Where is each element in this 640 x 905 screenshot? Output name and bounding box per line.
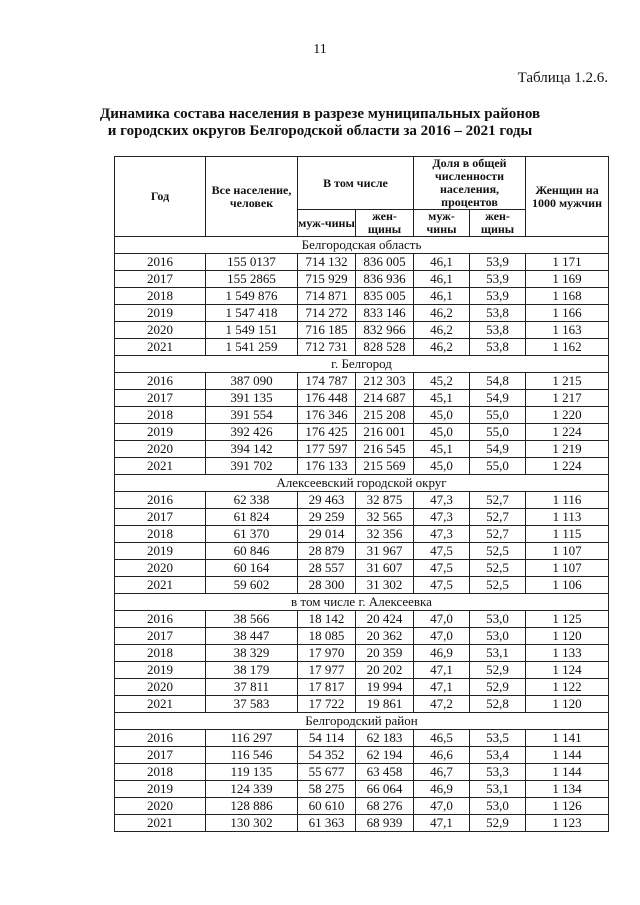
share-men-cell: 47,3 [414,509,470,526]
population-table [114,156,609,832]
ratio-cell: 1 107 [526,560,609,577]
year-cell: 2020 [115,798,206,815]
ratio-cell: 1 171 [526,254,609,271]
total-cell: 60 164 [206,560,298,577]
year-cell: 2017 [115,271,206,288]
women-cell: 32 356 [356,526,414,543]
total-cell: 37 583 [206,696,298,713]
women-cell: 62 194 [356,747,414,764]
year-cell: 2020 [115,560,206,577]
total-cell: 61 824 [206,509,298,526]
ratio-cell: 1 134 [526,781,609,798]
men-cell: 28 557 [298,560,356,577]
men-cell: 177 597 [298,441,356,458]
total-cell: 37 811 [206,679,298,696]
share-men-cell: 47,3 [414,492,470,509]
year-cell: 2019 [115,543,206,560]
men-cell: 58 275 [298,781,356,798]
year-cell: 2021 [115,339,206,356]
header-total: Все население, человек [206,157,298,237]
total-cell: 155 2865 [206,271,298,288]
total-cell: 1 541 259 [206,339,298,356]
men-cell: 714 272 [298,305,356,322]
total-cell: 391 135 [206,390,298,407]
year-cell: 2016 [115,254,206,271]
table-row [115,526,609,543]
share-women-cell: 53,9 [470,288,526,305]
share-men-cell: 46,2 [414,339,470,356]
ratio-cell: 1 106 [526,577,609,594]
section-title: Белгородский район [115,713,609,730]
table-row [115,390,609,407]
share-men-cell: 45,1 [414,390,470,407]
title-line-1: Динамика состава населения в разрезе муниципальных районов [99,106,541,122]
men-cell: 17 722 [298,696,356,713]
section-row [115,356,609,373]
women-cell: 212 303 [356,373,414,390]
total-cell: 38 566 [206,611,298,628]
header-women-per-1000: Женщин на 1000 мужчин [526,157,609,237]
men-cell: 17 817 [298,679,356,696]
share-women-cell: 52,9 [470,679,526,696]
share-women-cell: 54,9 [470,441,526,458]
table-row [115,543,609,560]
men-cell: 176 448 [298,390,356,407]
header-year: Год [115,157,206,237]
ratio-cell: 1 133 [526,645,609,662]
women-cell: 31 607 [356,560,414,577]
women-cell: 68 939 [356,815,414,832]
table-row [115,798,609,815]
total-cell: 387 090 [206,373,298,390]
women-cell: 216 001 [356,424,414,441]
share-men-cell: 47,0 [414,628,470,645]
total-cell: 116 297 [206,730,298,747]
share-men-cell: 46,5 [414,730,470,747]
women-cell: 66 064 [356,781,414,798]
ratio-cell: 1 123 [526,815,609,832]
ratio-cell: 1 219 [526,441,609,458]
women-cell: 20 359 [356,645,414,662]
women-cell: 215 569 [356,458,414,475]
total-cell: 59 602 [206,577,298,594]
women-cell: 20 424 [356,611,414,628]
ratio-cell: 1 224 [526,458,609,475]
total-cell: 116 546 [206,747,298,764]
men-cell: 716 185 [298,322,356,339]
table-row [115,662,609,679]
women-cell: 828 528 [356,339,414,356]
ratio-cell: 1 168 [526,288,609,305]
section-title: г. Белгород [115,356,609,373]
total-cell: 38 329 [206,645,298,662]
women-cell: 19 861 [356,696,414,713]
men-cell: 29 014 [298,526,356,543]
share-women-cell: 52,5 [470,543,526,560]
table-row [115,339,609,356]
share-women-cell: 54,8 [470,373,526,390]
men-cell: 28 879 [298,543,356,560]
table-row [115,492,609,509]
share-men-cell: 47,5 [414,543,470,560]
share-women-cell: 52,5 [470,577,526,594]
ratio-cell: 1 169 [526,271,609,288]
share-men-cell: 46,1 [414,288,470,305]
year-cell: 2016 [115,611,206,628]
table-label: Таблица 1.2.6. [517,70,608,86]
ratio-cell: 1 215 [526,373,609,390]
men-cell: 60 610 [298,798,356,815]
share-women-cell: 55,0 [470,407,526,424]
women-cell: 31 302 [356,577,414,594]
year-cell: 2020 [115,322,206,339]
share-women-cell: 53,9 [470,271,526,288]
women-cell: 31 967 [356,543,414,560]
ratio-cell: 1 144 [526,747,609,764]
year-cell: 2019 [115,781,206,798]
section-title: Белгородская область [115,237,609,254]
women-cell: 832 966 [356,322,414,339]
share-men-cell: 46,7 [414,764,470,781]
year-cell: 2016 [115,373,206,390]
women-cell: 63 458 [356,764,414,781]
table-row [115,696,609,713]
table-row [115,373,609,390]
men-cell: 174 787 [298,373,356,390]
section-row [115,475,609,492]
share-men-cell: 47,0 [414,611,470,628]
total-cell: 60 846 [206,543,298,560]
header-women: жен-щины [356,210,414,237]
year-cell: 2018 [115,407,206,424]
share-men-cell: 46,2 [414,322,470,339]
table-row [115,288,609,305]
table-row [115,305,609,322]
year-cell: 2020 [115,679,206,696]
women-cell: 833 146 [356,305,414,322]
ratio-cell: 1 220 [526,407,609,424]
women-cell: 20 202 [356,662,414,679]
share-women-cell: 55,0 [470,424,526,441]
ratio-cell: 1 120 [526,628,609,645]
year-cell: 2020 [115,441,206,458]
year-cell: 2018 [115,764,206,781]
share-women-cell: 53,4 [470,747,526,764]
women-cell: 836 005 [356,254,414,271]
women-cell: 836 936 [356,271,414,288]
share-women-cell: 55,0 [470,458,526,475]
share-men-cell: 47,3 [414,526,470,543]
men-cell: 29 463 [298,492,356,509]
share-men-cell: 47,0 [414,798,470,815]
share-men-cell: 45,1 [414,441,470,458]
ratio-cell: 1 120 [526,696,609,713]
table-row [115,424,609,441]
women-cell: 68 276 [356,798,414,815]
year-cell: 2017 [115,390,206,407]
share-men-cell: 47,1 [414,815,470,832]
men-cell: 17 970 [298,645,356,662]
men-cell: 55 677 [298,764,356,781]
women-cell: 20 362 [356,628,414,645]
share-women-cell: 52,8 [470,696,526,713]
year-cell: 2016 [115,492,206,509]
table-row [115,764,609,781]
year-cell: 2017 [115,628,206,645]
year-cell: 2021 [115,577,206,594]
share-women-cell: 53,8 [470,305,526,322]
men-cell: 176 425 [298,424,356,441]
ratio-cell: 1 126 [526,798,609,815]
section-row [115,713,609,730]
year-cell: 2017 [115,509,206,526]
women-cell: 32 565 [356,509,414,526]
table-row [115,645,609,662]
share-women-cell: 52,7 [470,509,526,526]
men-cell: 712 731 [298,339,356,356]
share-men-cell: 47,2 [414,696,470,713]
document-title [0,106,640,140]
share-men-cell: 46,9 [414,781,470,798]
ratio-cell: 1 125 [526,611,609,628]
table-row [115,509,609,526]
men-cell: 29 259 [298,509,356,526]
table-row [115,747,609,764]
ratio-cell: 1 166 [526,305,609,322]
men-cell: 715 929 [298,271,356,288]
share-women-cell: 53,9 [470,254,526,271]
share-men-cell: 47,1 [414,679,470,696]
share-men-cell: 46,9 [414,645,470,662]
women-cell: 835 005 [356,288,414,305]
total-cell: 391 702 [206,458,298,475]
header-share-women: жен-щины [470,210,526,237]
section-row [115,594,609,611]
table-row [115,407,609,424]
men-cell: 18 085 [298,628,356,645]
total-cell: 124 339 [206,781,298,798]
men-cell: 54 352 [298,747,356,764]
year-cell: 2018 [115,645,206,662]
total-cell: 392 426 [206,424,298,441]
table-row [115,781,609,798]
men-cell: 54 114 [298,730,356,747]
table-row [115,577,609,594]
women-cell: 215 208 [356,407,414,424]
total-cell: 391 554 [206,407,298,424]
women-cell: 19 994 [356,679,414,696]
total-cell: 38 447 [206,628,298,645]
share-women-cell: 53,8 [470,339,526,356]
total-cell: 62 338 [206,492,298,509]
men-cell: 714 871 [298,288,356,305]
year-cell: 2018 [115,526,206,543]
ratio-cell: 1 163 [526,322,609,339]
section-title: Алексеевский городской округ [115,475,609,492]
women-cell: 62 183 [356,730,414,747]
total-cell: 1 549 151 [206,322,298,339]
total-cell: 130 302 [206,815,298,832]
share-women-cell: 53,0 [470,611,526,628]
share-women-cell: 53,0 [470,628,526,645]
share-men-cell: 47,5 [414,577,470,594]
table-row [115,815,609,832]
share-women-cell: 53,0 [470,798,526,815]
share-women-cell: 52,9 [470,815,526,832]
section-title: в том числе г. Алексеевка [115,594,609,611]
share-women-cell: 53,8 [470,322,526,339]
share-women-cell: 53,1 [470,645,526,662]
women-cell: 214 687 [356,390,414,407]
total-cell: 128 886 [206,798,298,815]
total-cell: 1 549 876 [206,288,298,305]
total-cell: 61 370 [206,526,298,543]
share-women-cell: 53,5 [470,730,526,747]
header-including: В том числе [298,157,414,210]
share-men-cell: 45,0 [414,458,470,475]
men-cell: 714 132 [298,254,356,271]
header-share: Доля в общей численности населения, процентов [414,157,526,210]
share-women-cell: 52,7 [470,526,526,543]
ratio-cell: 1 115 [526,526,609,543]
share-men-cell: 47,5 [414,560,470,577]
share-men-cell: 45,0 [414,424,470,441]
ratio-cell: 1 107 [526,543,609,560]
year-cell: 2017 [115,747,206,764]
year-cell: 2021 [115,458,206,475]
year-cell: 2018 [115,288,206,305]
women-cell: 32 875 [356,492,414,509]
header-men: муж-чины [298,210,356,237]
men-cell: 28 300 [298,577,356,594]
ratio-cell: 1 116 [526,492,609,509]
table-body [115,237,609,832]
men-cell: 176 346 [298,407,356,424]
share-men-cell: 46,6 [414,747,470,764]
page-number: 11 [313,42,327,57]
share-women-cell: 52,5 [470,560,526,577]
ratio-cell: 1 162 [526,339,609,356]
ratio-cell: 1 113 [526,509,609,526]
share-women-cell: 52,7 [470,492,526,509]
table-row [115,611,609,628]
share-men-cell: 45,0 [414,407,470,424]
table-row [115,730,609,747]
share-women-cell: 54,9 [470,390,526,407]
share-women-cell: 53,1 [470,781,526,798]
share-men-cell: 46,2 [414,305,470,322]
ratio-cell: 1 141 [526,730,609,747]
year-cell: 2016 [115,730,206,747]
table-row [115,271,609,288]
men-cell: 18 142 [298,611,356,628]
table-row [115,560,609,577]
year-cell: 2019 [115,305,206,322]
year-cell: 2021 [115,696,206,713]
share-men-cell: 45,2 [414,373,470,390]
total-cell: 155 0137 [206,254,298,271]
table-row [115,628,609,645]
total-cell: 38 179 [206,662,298,679]
women-cell: 216 545 [356,441,414,458]
share-women-cell: 52,9 [470,662,526,679]
share-men-cell: 46,1 [414,271,470,288]
table-row [115,679,609,696]
ratio-cell: 1 217 [526,390,609,407]
ratio-cell: 1 144 [526,764,609,781]
section-row [115,237,609,254]
ratio-cell: 1 122 [526,679,609,696]
table-row [115,441,609,458]
ratio-cell: 1 224 [526,424,609,441]
men-cell: 17 977 [298,662,356,679]
total-cell: 1 547 418 [206,305,298,322]
table-row [115,458,609,475]
title-line-2: и городских округов Белгородской области за 2016 – 2021 годы [107,123,533,139]
year-cell: 2019 [115,662,206,679]
year-cell: 2021 [115,815,206,832]
total-cell: 394 142 [206,441,298,458]
share-men-cell: 47,1 [414,662,470,679]
table-row [115,254,609,271]
men-cell: 176 133 [298,458,356,475]
total-cell: 119 135 [206,764,298,781]
ratio-cell: 1 124 [526,662,609,679]
share-women-cell: 53,3 [470,764,526,781]
table-row [115,322,609,339]
share-men-cell: 46,1 [414,254,470,271]
year-cell: 2019 [115,424,206,441]
men-cell: 61 363 [298,815,356,832]
header-share-men: муж-чины [414,210,470,237]
